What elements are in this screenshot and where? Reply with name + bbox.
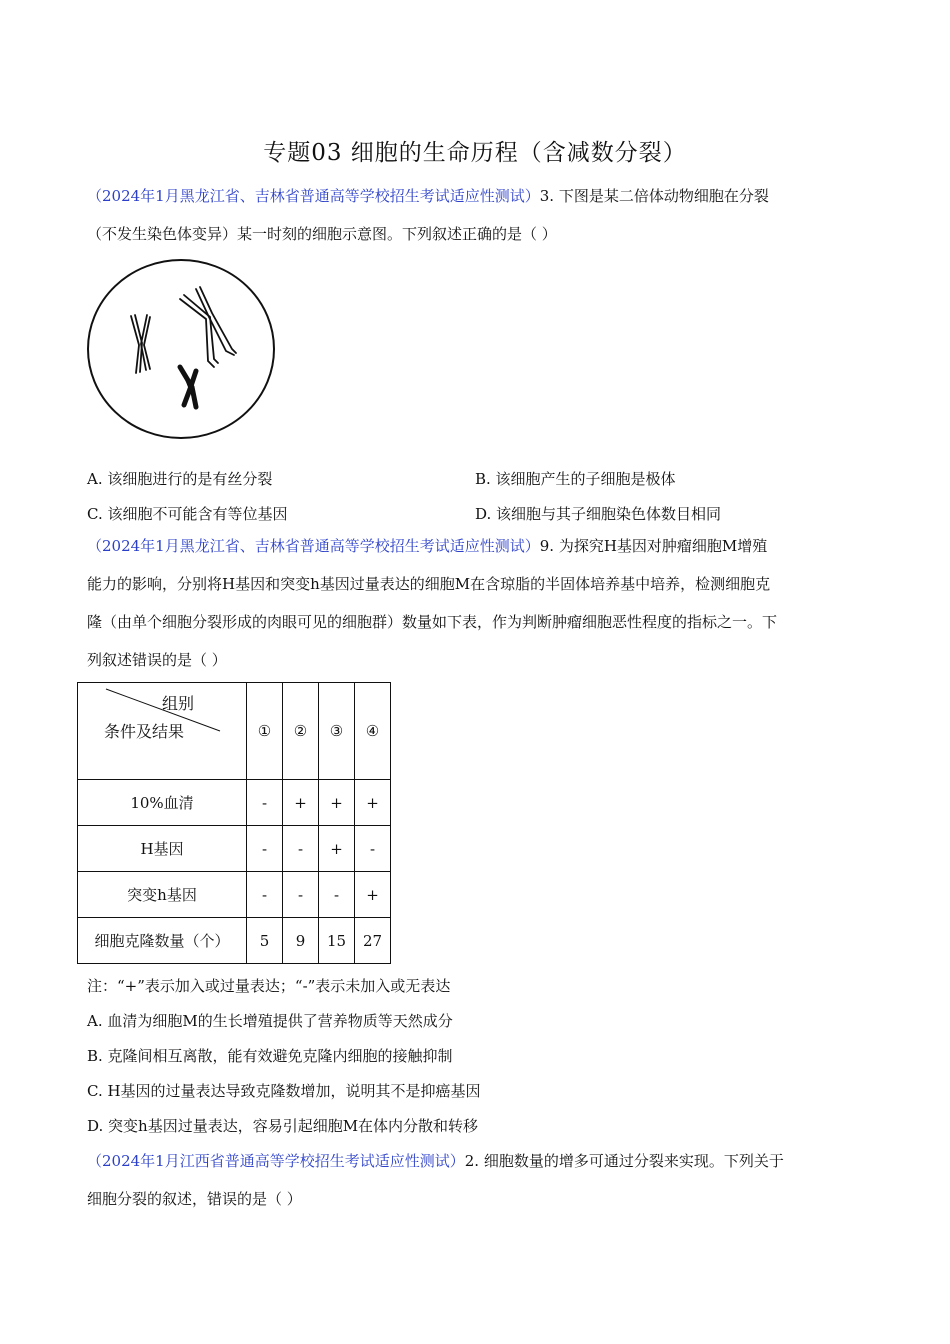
header-group-label: 组别 [161,694,194,713]
question-stem-text: 细胞分裂的叙述，错误的是（ ） [87,1190,302,1208]
table-note: 注：“+”表示加入或过量表达；“-”表示未加入或无表达 [87,977,451,995]
question-3-stem [87,1142,865,1218]
table-cell: + [355,872,391,918]
option-a[interactable]: A. 该细胞进行的是有丝分裂 [87,470,273,488]
option-a[interactable]: A. 血清为细胞M的生长增殖提供了营养物质等天然成分 [87,1012,453,1030]
row-label: 细胞克隆数量（个） [78,918,247,964]
cell-diagram [84,255,280,445]
chromosome-hollow-large [180,287,236,367]
group-header: ① [247,683,283,780]
question-source: （2024年1月江西省普通高等学校招生考试适应性测试） [87,1152,465,1170]
table-row [78,918,391,964]
results-table [77,682,391,964]
option-d[interactable]: D. 突变h基因过量表达，容易引起细胞M在体内分散和转移 [87,1117,479,1135]
table-row [78,872,391,918]
table-cell: + [319,780,355,826]
question-1-stem [87,177,865,253]
table-cell: - [319,872,355,918]
question-stem-text: 2. 细胞数量的增多可通过分裂来实现。下列关于 [464,1152,784,1170]
question-stem-text: 9. 为探究H基因对肿瘤细胞M增殖 [539,537,768,555]
table-cell: + [355,780,391,826]
table-cell: + [319,826,355,872]
table-cell: - [283,872,319,918]
question-stem-text: 3. 下图是某二倍体动物细胞在分裂 [539,187,769,205]
table-cell: - [355,826,391,872]
question-stem-text: 列叙述错误的是（ ） [87,651,227,669]
group-header: ④ [355,683,391,780]
chromosome-hollow-small [131,315,150,373]
question-2-stem [87,527,865,679]
question-stem-text: 能力的影响，分别将H基因和突变h基因过量表达的细胞M在含琼脂的半固体培养基中培养，检测细胞克 [87,575,771,593]
table-cell: + [283,780,319,826]
table-cell: - [247,872,283,918]
group-header: ③ [319,683,355,780]
table-cell: 15 [319,918,355,964]
option-d[interactable]: D. 该细胞与其子细胞染色体数目相同 [475,505,722,523]
question-source: （2024年1月黑龙江省、吉林省普通高等学校招生考试适应性测试） [87,187,540,205]
row-label: H基因 [78,826,247,872]
option-c[interactable]: C. H基因的过量表达导致克隆数增加，说明其不是抑癌基因 [87,1082,481,1100]
table-row [78,780,391,826]
row-label: 10%血清 [78,780,247,826]
table-cell: 5 [247,918,283,964]
table-cell: 9 [283,918,319,964]
question-stem-text: 隆（由单个细胞分裂形成的肉眼可见的细胞群）数量如下表，作为判断肿瘤细胞恶性程度的指标之一。下 [87,613,778,631]
question-stem-text: （不发生染色体变异）某一时刻的细胞示意图。下列叙述正确的是（ ） [87,225,557,243]
header-condition-label: 条件及结果 [104,722,185,741]
page-title: 专题03 细胞的生命历程（含减数分裂） [263,140,687,166]
option-c[interactable]: C. 该细胞不可能含有等位基因 [87,505,288,523]
cell-membrane [88,260,274,438]
table-cell: - [247,826,283,872]
table-header-corner [78,683,247,780]
table-row [78,826,391,872]
question-source: （2024年1月黑龙江省、吉林省普通高等学校招生考试适应性测试） [87,537,540,555]
table-cell: - [247,780,283,826]
table-cell: 27 [355,918,391,964]
chromosome-solid [180,367,196,407]
table-cell: - [283,826,319,872]
option-b[interactable]: B. 克隆间相互离散，能有效避免克隆内细胞的接触抑制 [87,1047,453,1065]
row-label: 突变h基因 [78,872,247,918]
option-b[interactable]: B. 该细胞产生的子细胞是极体 [475,470,676,488]
group-header: ② [283,683,319,780]
